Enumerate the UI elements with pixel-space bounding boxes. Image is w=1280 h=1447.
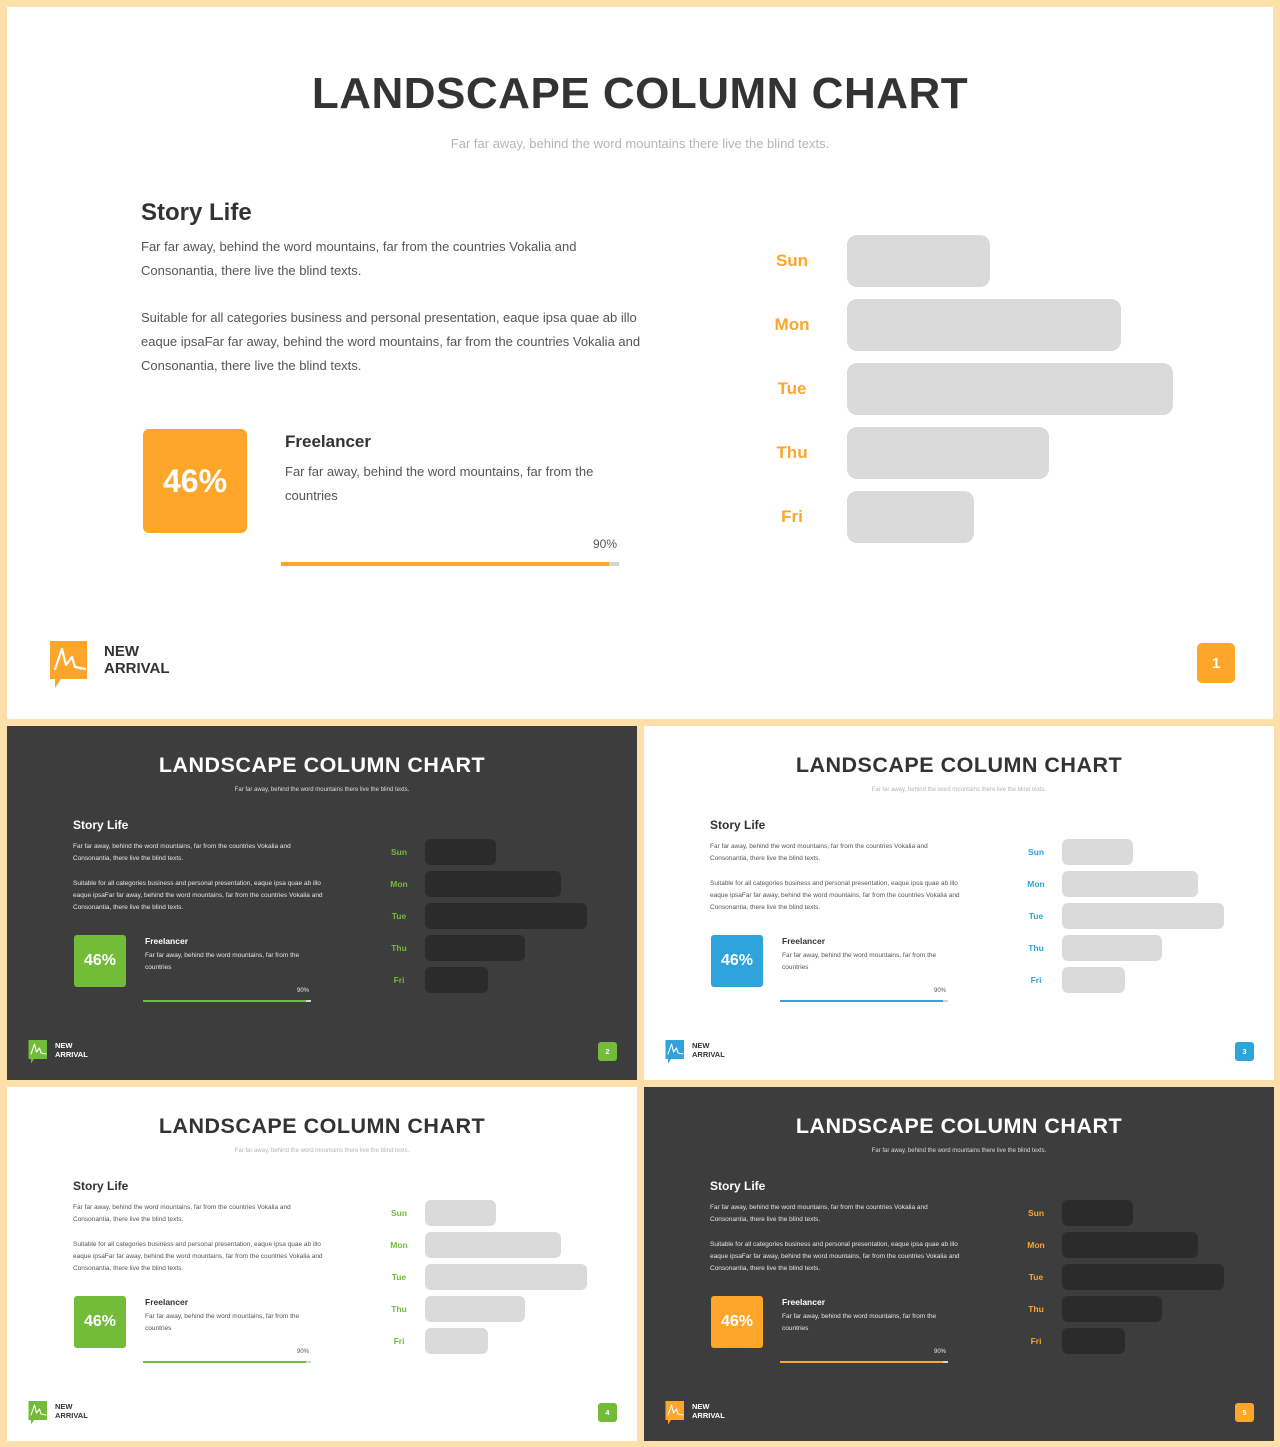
progress-fill <box>143 1361 306 1363</box>
slide-title: LANDSCAPE COLUMN CHART <box>795 753 1123 777</box>
slide-title: LANDSCAPE COLUMN CHART <box>311 69 969 118</box>
brand-line-1: NEW <box>104 643 139 660</box>
bar-thu <box>1062 1296 1162 1322</box>
slide-subtitle: Far far away, behind the word mountains there live the blind texts. <box>234 1148 410 1154</box>
section-title: Story Life <box>710 818 766 832</box>
progress-label: 90% <box>296 1349 309 1355</box>
bar-label-fri: Fri <box>393 975 405 985</box>
bar-label-mon: Mon <box>390 1240 408 1250</box>
bar-thu <box>425 935 525 961</box>
bar-label-tue: Tue <box>1028 911 1044 921</box>
bar-mon <box>1062 1232 1198 1258</box>
freelancer-title: Freelancer <box>145 1297 188 1307</box>
brand-line-1: NEW <box>692 1041 710 1050</box>
stat-box: 46% <box>143 429 247 533</box>
progress-fill <box>780 1361 943 1363</box>
brand-logo-text <box>692 1403 725 1420</box>
sketch-flag-icon <box>47 639 91 689</box>
bar-label-sun: Sun <box>390 1208 408 1218</box>
progress-label: 90% <box>592 537 617 551</box>
freelancer-title: Freelancer <box>782 1297 825 1307</box>
page-number-badge[interactable]: 3 <box>1235 1042 1254 1061</box>
slide-subtitle: Far far away, behind the word mountains there live the blind texts. <box>450 136 830 151</box>
bar-label-thu: Thu <box>1028 943 1044 953</box>
bar-label-tue: Tue <box>391 1272 407 1282</box>
brand-line-2: ARRIVAL <box>55 1410 88 1420</box>
paragraph-intro: Far far away, behind the word mountains, far from the countries Vokalia and Consonantia, there live the blind texts. <box>73 1204 291 1223</box>
paragraph-intro: Far far away, behind the word mountains, far from the countries Vokalia and Consonantia, there live the blind texts. <box>141 239 577 278</box>
sketch-flag-icon <box>664 1039 686 1064</box>
bar-fri <box>1062 1328 1125 1354</box>
page-number-badge[interactable]: 4 <box>598 1403 617 1422</box>
bar-tue <box>1062 1264 1224 1290</box>
bar-label-thu: Thu <box>776 443 808 462</box>
stat-box: 46% <box>711 935 763 987</box>
bar-tue <box>425 903 587 929</box>
bar-mon <box>425 871 561 897</box>
bar-sun <box>847 235 990 287</box>
bar-fri <box>425 967 488 993</box>
progress-label: 90% <box>933 1349 946 1355</box>
paragraph-body: Suitable for all categories business and personal presentation, eaque ipsa quae ab illo eaque ipsaFar far away, behind the word mountains, far from the countries Vokalia and Consonantia, there live the blind texts. <box>710 1240 960 1272</box>
progress-bar <box>143 1361 311 1363</box>
freelancer-description: Far far away, behind the word mountains, far from the countries <box>782 1313 937 1332</box>
bar-label-thu: Thu <box>391 1304 407 1314</box>
bar-label-sun: Sun <box>390 847 408 857</box>
paragraph-intro: Far far away, behind the word mountains, far from the countries Vokalia and Consonantia, there live the blind texts. <box>710 843 928 862</box>
bar-tue <box>1062 903 1224 929</box>
freelancer-description: Far far away, behind the word mountains, far from the countries <box>782 952 937 971</box>
slide-title: LANDSCAPE COLUMN CHART <box>158 753 486 777</box>
bar-tue <box>847 363 1173 415</box>
progress-label: 90% <box>933 988 946 994</box>
bar-label-mon: Mon <box>774 315 810 334</box>
progress-label: 90% <box>296 988 309 994</box>
brand-line-2: ARRIVAL <box>55 1049 88 1059</box>
bar-label-sun: Sun <box>1027 1208 1045 1218</box>
bar-thu <box>1062 935 1162 961</box>
sketch-flag-icon <box>27 1039 49 1064</box>
brand-line-2: ARRIVAL <box>104 660 170 677</box>
bar-label-mon: Mon <box>390 879 408 889</box>
freelancer-description: Far far away, behind the word mountains, far from the countries <box>145 952 300 971</box>
paragraph-body: Suitable for all categories business and personal presentation, eaque ipsa quae ab illo eaque ipsaFar far away, behind the word mountains, far from the countries Vokalia and Consonantia, there live the blind texts. <box>73 1240 323 1272</box>
page-number-badge[interactable]: 1 <box>1197 643 1235 683</box>
paragraph-intro: Far far away, behind the word mountains, far from the countries Vokalia and Consonantia, there live the blind texts. <box>73 843 291 862</box>
bar-label-thu: Thu <box>1028 1304 1044 1314</box>
bar-label-tue: Tue <box>777 379 807 398</box>
bar-sun <box>1062 839 1133 865</box>
stat-box: 46% <box>74 1296 126 1348</box>
brand-logo-text <box>55 1042 88 1059</box>
slide-subtitle: Far far away, behind the word mountains there live the blind texts. <box>234 787 410 793</box>
slide-title: LANDSCAPE COLUMN CHART <box>795 1114 1123 1138</box>
bar-label-fri: Fri <box>781 507 803 526</box>
brand-logo-text <box>692 1042 725 1059</box>
progress-bar <box>780 1000 948 1002</box>
stat-box: 46% <box>711 1296 763 1348</box>
freelancer-title: Freelancer <box>145 936 188 946</box>
progress-fill <box>143 1000 306 1002</box>
bar-label-fri: Fri <box>1030 975 1042 985</box>
freelancer-title: Freelancer <box>782 936 825 946</box>
slide-subtitle: Far far away, behind the word mountains there live the blind texts. <box>871 787 1047 793</box>
brand-logo-text <box>104 643 170 677</box>
bar-label-sun: Sun <box>775 251 809 270</box>
bar-sun <box>1062 1200 1133 1226</box>
section-title: Story Life <box>73 1179 129 1193</box>
bar-label-mon: Mon <box>1027 1240 1045 1250</box>
bar-label-sun: Sun <box>1027 847 1045 857</box>
bar-label-thu: Thu <box>391 943 407 953</box>
brand-line-1: NEW <box>55 1402 73 1411</box>
section-title: Story Life <box>141 199 252 226</box>
freelancer-description: Far far away, behind the word mountains, far from the countries <box>145 1313 300 1332</box>
bar-label-fri: Fri <box>393 1336 405 1346</box>
bar-tue <box>425 1264 587 1290</box>
sketch-flag-icon <box>664 1400 686 1425</box>
slide-3[interactable] <box>644 726 1274 1080</box>
slide-subtitle: Far far away, behind the word mountains there live the blind texts. <box>871 1148 1047 1154</box>
bar-thu <box>847 427 1049 479</box>
bar-fri <box>847 491 974 543</box>
section-title: Story Life <box>710 1179 766 1193</box>
brand-logo-text <box>55 1403 88 1420</box>
bar-mon <box>1062 871 1198 897</box>
slide-5[interactable] <box>644 1087 1274 1441</box>
brand-line-2: ARRIVAL <box>692 1049 725 1059</box>
paragraph-intro: Far far away, behind the word mountains, far from the countries Vokalia and Consonantia, there live the blind texts. <box>710 1204 928 1223</box>
bar-label-tue: Tue <box>391 911 407 921</box>
stat-box: 46% <box>74 935 126 987</box>
bar-fri <box>1062 967 1125 993</box>
section-title: Story Life <box>73 818 129 832</box>
slide-2[interactable] <box>7 726 637 1080</box>
freelancer-title: Freelancer <box>285 432 371 451</box>
bar-fri <box>425 1328 488 1354</box>
bar-mon <box>425 1232 561 1258</box>
slide-1[interactable] <box>7 7 1273 719</box>
bar-label-mon: Mon <box>1027 879 1045 889</box>
page-number-badge[interactable]: 5 <box>1235 1403 1254 1422</box>
bar-label-fri: Fri <box>1030 1336 1042 1346</box>
bar-mon <box>847 299 1121 351</box>
paragraph-body: Suitable for all categories business and personal presentation, eaque ipsa quae ab illo eaque ipsaFar far away, behind the word mountains, far from the countries Vokalia and Consonantia, there live the blind texts. <box>710 879 960 911</box>
bar-sun <box>425 839 496 865</box>
paragraph-body: Suitable for all categories business and personal presentation, eaque ipsa quae ab illo eaque ipsaFar far away, behind the word mountains, far from the countries Vokalia and Consonantia, there live the blind texts. <box>73 879 323 911</box>
progress-bar <box>780 1361 948 1363</box>
slide-title: LANDSCAPE COLUMN CHART <box>158 1114 486 1138</box>
sketch-flag-icon <box>27 1400 49 1425</box>
brand-line-1: NEW <box>55 1041 73 1050</box>
progress-bar <box>281 562 619 566</box>
brand-line-2: ARRIVAL <box>692 1410 725 1420</box>
progress-fill <box>281 562 609 566</box>
slide-4[interactable] <box>7 1087 637 1441</box>
brand-line-1: NEW <box>692 1402 710 1411</box>
progress-fill <box>780 1000 943 1002</box>
bar-thu <box>425 1296 525 1322</box>
page-number-badge[interactable]: 2 <box>598 1042 617 1061</box>
bar-sun <box>425 1200 496 1226</box>
freelancer-description: Far far away, behind the word mountains, far from the countries <box>285 464 594 503</box>
progress-bar <box>143 1000 311 1002</box>
bar-label-tue: Tue <box>1028 1272 1044 1282</box>
paragraph-body: Suitable for all categories business and personal presentation, eaque ipsa quae ab illo eaque ipsaFar far away, behind the word mountains, far from the countries Vokalia and Consonantia, there live the blind texts. <box>141 310 641 373</box>
